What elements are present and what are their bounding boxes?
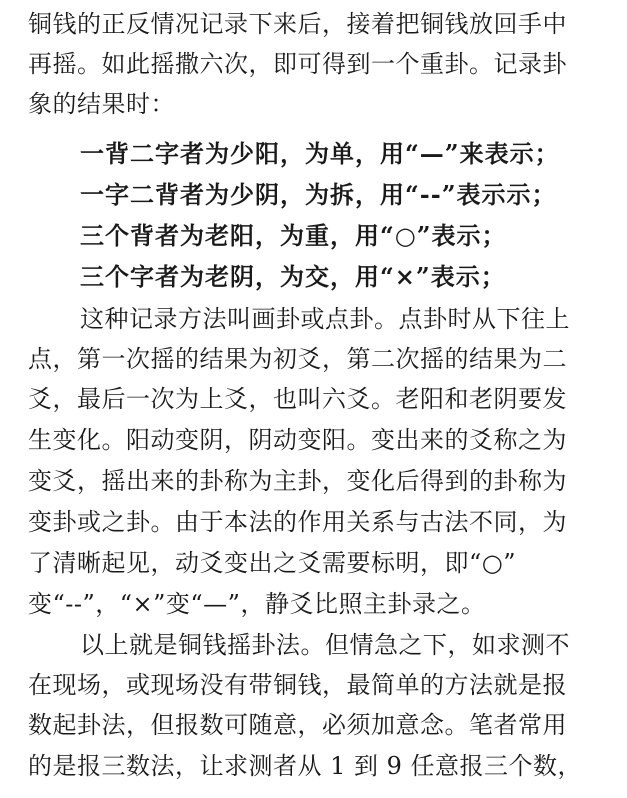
paragraph-first-line: 以上就是铜钱摇卦法。但情急之下，如求测不: [80, 631, 570, 659]
text-line: 铜钱的正反情况记录下来后，接着把铜钱放回手中: [28, 10, 567, 38]
text-line: 生变化。阳动变阴，阴动变阳。变出来的爻称之为: [28, 426, 567, 454]
text-line: 的是报三数法，让求测者从 1 到 9 任意报三个数，: [28, 752, 583, 780]
paragraph-first-line: 这种记录方法叫画卦或点卦。点卦时从下往上: [80, 305, 570, 333]
text-line: 数起卦法，但报数可随意，必须加意念。笔者常用: [28, 711, 567, 739]
text-line: 在现场，或现场没有带铜钱，最简单的方法就是报: [28, 671, 567, 699]
text-line: 再摇。如此摇撒六次，即可得到一个重卦。记录卦: [28, 50, 567, 78]
text-line: 变“--”，“×”变“—”，静爻比照主卦录之。: [28, 590, 486, 618]
rule-line-shaoyin: 一字二背者为少阴，为拆，用“--”表示示；: [80, 180, 557, 209]
text-line: 变爻，摇出来的卦称为主卦，变化后得到的卦称为: [28, 467, 567, 495]
text-line: 爻，最后一次为上爻，也叫六爻。老阳和老阴要发: [28, 385, 567, 413]
rule-line-laoyang: 三个背者为老阳，为重，用“○”表示；: [80, 221, 507, 250]
text-line: 象的结果时：: [28, 90, 175, 118]
text-line: 变卦或之卦。由于本法的作用关系与古法不同，为: [28, 508, 567, 536]
rule-line-laoyin: 三个字者为老阴，为交，用“×”表示；: [80, 262, 506, 291]
text-line: 点，第一次摇的结果为初爻，第二次摇的结果为二: [28, 345, 567, 373]
rule-line-shaoyang: 一背二字者为少阳，为单，用“—”来表示；: [80, 139, 560, 168]
text-line: 了清晰起见，动爻变出之爻需要标明，即“○”: [28, 549, 516, 577]
